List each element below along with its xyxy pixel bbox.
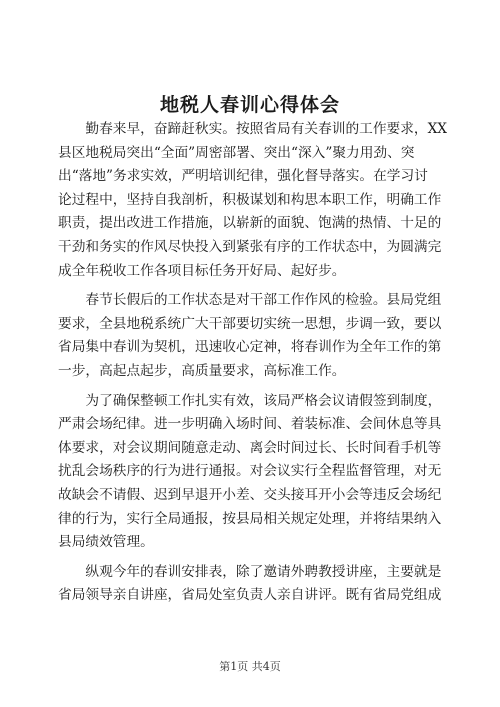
paragraph-line: 为了确保整顿工作扎实有效，该局严格会议请假签到制度， bbox=[58, 392, 442, 409]
paragraph-line: 职责，提出改进工作措施，以崭新的面貌、饱满的热情、十足的 bbox=[58, 215, 442, 232]
paragraph-line: 严肃会场纪律。进一步明确入场时间、着装标准、会间休息等具 bbox=[58, 416, 442, 433]
paragraph-line: 成全年税收工作各项目标任务开好局、起好步。 bbox=[58, 262, 346, 279]
paragraph-line: 要求，全县地税系统广大干部要切实统一思想，步调一致，要以 bbox=[58, 315, 442, 332]
paragraph-line: 故缺会不请假、迟到早退开小差、交头接耳开小会等违反会场纪 bbox=[58, 486, 442, 503]
paragraph-3 bbox=[58, 390, 448, 555]
paragraph-line: 春节长假后的工作状态是对干部工作作风的检验。县局党组 bbox=[58, 292, 442, 309]
paragraph-line: 体要求，对会议期间随意走动、离会时间过长、长时间看手机等 bbox=[58, 439, 442, 456]
page-footer: 第1页 共4页 bbox=[219, 660, 281, 673]
paragraph-4 bbox=[58, 561, 448, 608]
paragraph-line: 省局领导亲自讲座，省局处室负责人亲自讲评。既有省局党组成 bbox=[58, 587, 442, 604]
paragraph-line: 县区地税局突出“全面”周密部署、突出“深入”聚力用劲、突 bbox=[58, 144, 415, 161]
paragraph-line: 律的行为，实行全局通报，按县局相关规定处理，并将结果纳入 bbox=[58, 510, 442, 527]
paragraph-line: 省局集中春训为契机，迅速收心定神，将春训作为全年工作的第 bbox=[58, 339, 442, 356]
document-title: 地税人春训心得体会 bbox=[159, 94, 340, 116]
paragraph-1 bbox=[58, 118, 448, 283]
paragraph-line: 出“落地”务求实效，严明培训纪律，强化督导落实。在学习讨 bbox=[58, 168, 428, 185]
paragraph-line: 县局绩效管理。 bbox=[58, 534, 154, 551]
paragraph-line: 干劲和务实的作风尽快投入到紧张有序的工作状态中，为圆满完 bbox=[58, 238, 442, 255]
document-body bbox=[58, 118, 448, 608]
paragraph-2 bbox=[58, 289, 448, 383]
paragraph-line: 纵观今年的春训安排表，除了邀请外聘教授讲座，主要就是 bbox=[58, 563, 442, 580]
paragraph-line: 一步，高起点起步，高质量要求，高标准工作。 bbox=[58, 362, 346, 379]
paragraph-line: 论过程中，坚持自我剖析，积极谋划和构思本职工作，明确工作 bbox=[58, 191, 442, 208]
paragraph-line: 勤春来早，奋蹄赶秋实。按照省局有关春训的工作要求，XX bbox=[58, 121, 448, 137]
paragraph-line: 扰乱会场秩序的行为进行通报。对会议实行全程监督管理，对无 bbox=[58, 463, 442, 480]
